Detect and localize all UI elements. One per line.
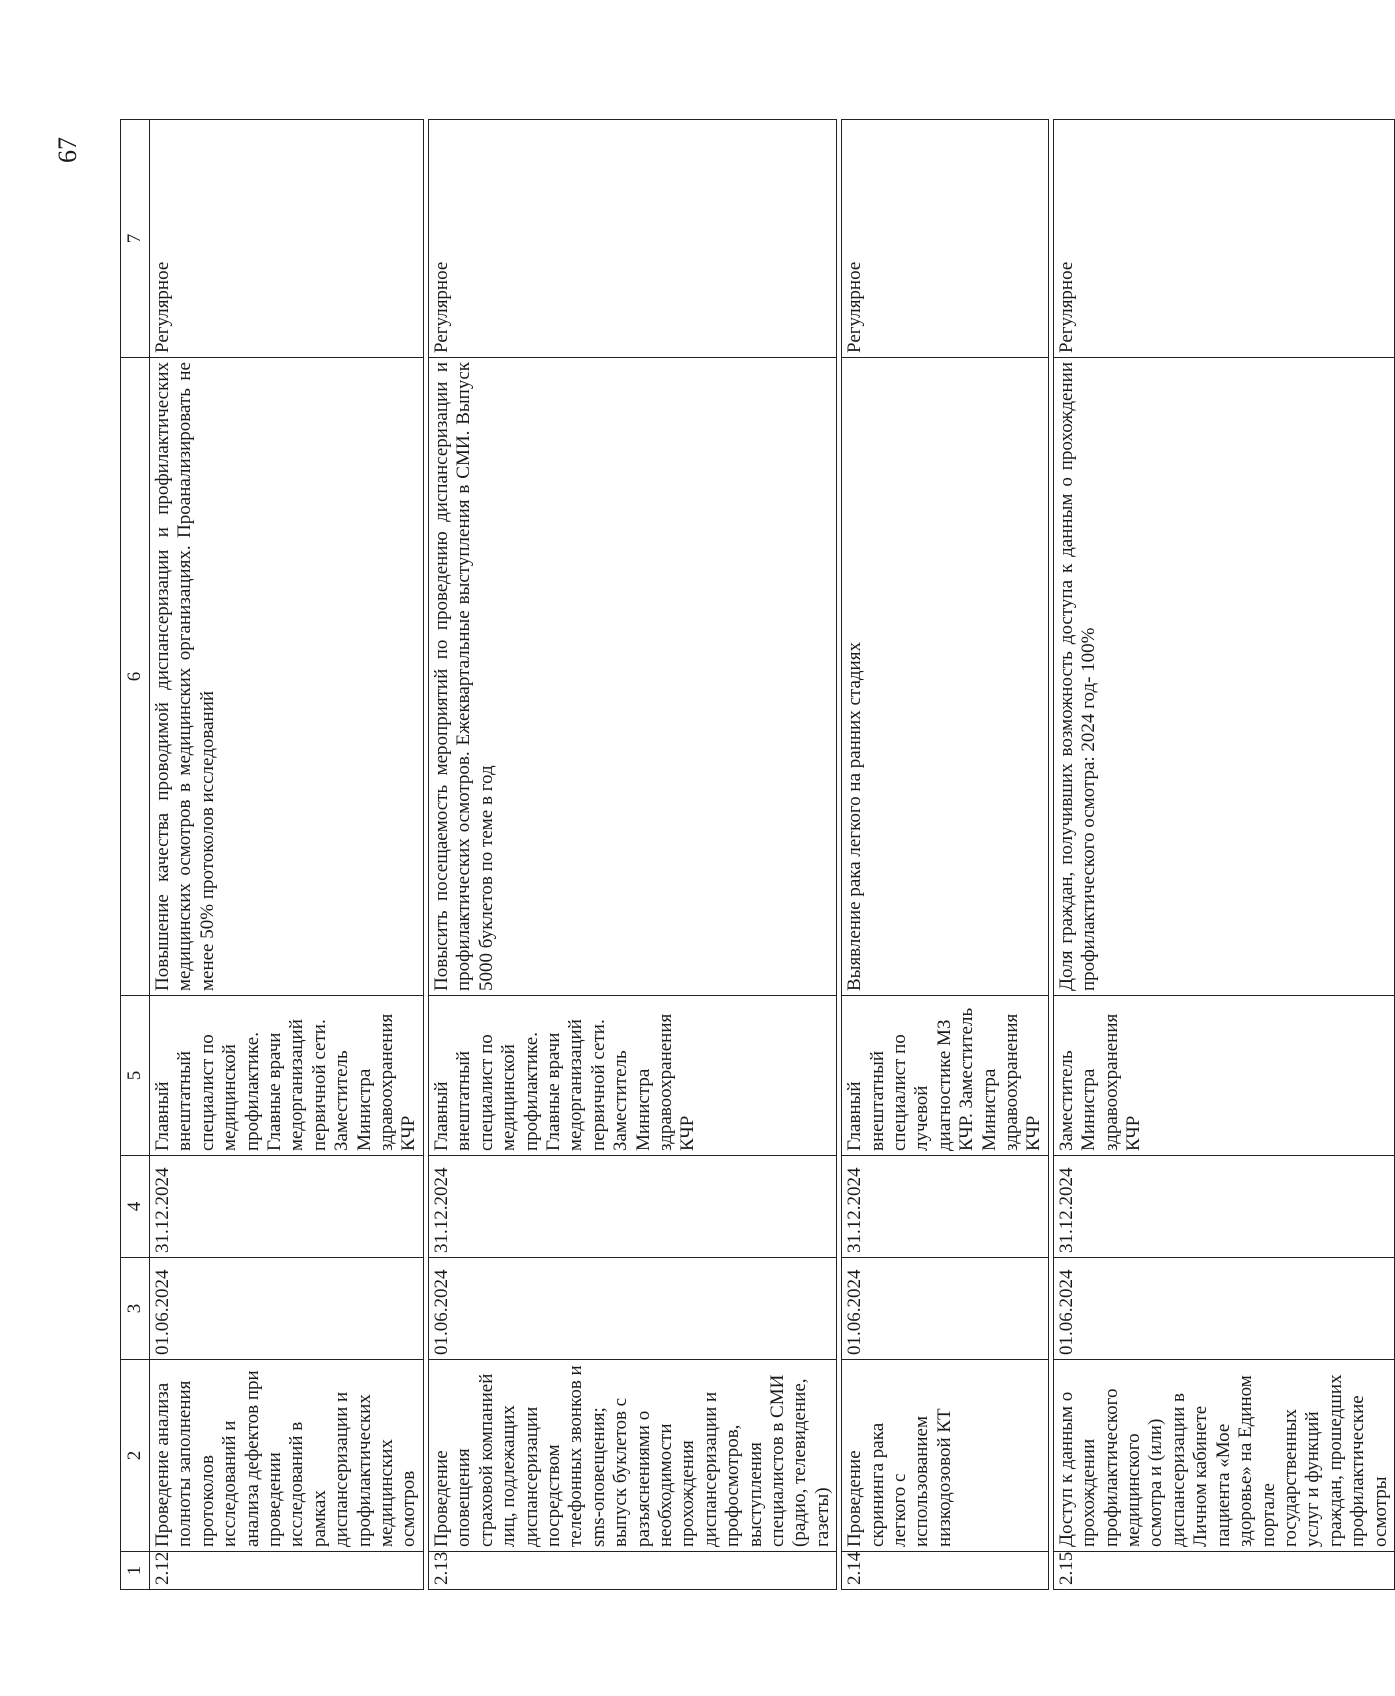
column-header-7: 7 [121,120,150,358]
document-sheet [120,120,1391,1590]
end-date-cell: 31.12.2024 [1053,1156,1394,1258]
column-header-6: 6 [121,358,150,996]
column-header-2: 2 [121,1360,150,1552]
start-date-cell: 01.06.2024 [1053,1258,1394,1360]
row-number: 2.12 [150,1552,424,1590]
responsible-cell: Главный внештатный специалист по лучевой диагностике МЗ КЧР. Заместитель Министра здравоохранения КЧР [842,996,1049,1156]
event-cell: Доступ к данным о прохождении профилактического медицинского осмотра и (или) диспансеризации в Личном кабинете пациента «Мое здоровье» на Едином портале государственных услуг и функций граждан, прошедших профилактические осмотры [1053,1360,1394,1552]
row-number: 2.14 [842,1552,1049,1590]
start-date-cell: 01.06.2024 [842,1258,1049,1360]
column-header-5: 5 [121,996,150,1156]
column-header-3: 3 [121,1258,150,1360]
responsible-cell: Заместитель Министра здравоохранения КЧР [1053,996,1394,1156]
event-cell: Проведение анализа полноты заполнения протоколов исследований и анализа дефектов при проведении исследований в рамках диспансеризации и профилактических медицинских осмотров [150,1360,424,1552]
column-header-4: 4 [121,1156,150,1258]
row-number: 2.13 [428,1552,836,1590]
responsible-cell: Главный внештатный специалист по медицинской профилактике. Главные врачи медорганизаций первичной сети. Заместитель Министра здравоохранения КЧР [428,996,836,1156]
frequency-cell: Регулярное [150,120,424,358]
result-cell: Доля граждан, получивших возможность доступа к данным о прохождении профилактического осмотра: 2024 год- 100% [1053,358,1394,996]
events-table [120,119,1395,1590]
header-row [121,120,150,1590]
start-date-cell: 01.06.2024 [150,1258,424,1360]
responsible-cell: Главный внештатный специалист по медицинской профилактике. Главные врачи медорганизаций первичной сети. Заместитель Министра здравоохранения КЧР [150,996,424,1156]
page-number: 67 [53,137,82,163]
event-cell: Проведение скрининга рака легкого с использованием низкодозовой КТ [842,1360,1049,1552]
result-cell: Выявление рака легкого на ранних стадиях [842,358,1049,996]
end-date-cell: 31.12.2024 [428,1156,836,1258]
frequency-cell: Регулярное [1053,120,1394,358]
end-date-cell: 31.12.2024 [150,1156,424,1258]
table-row [842,120,1049,1590]
row-number: 2.15 [1053,1552,1394,1590]
result-cell: Повышение качества проводимой диспансеризации и профилактических медицинских осмотров в медицинских организациях. Проанализировать не менее 50% протоколов исследований [150,358,424,996]
start-date-cell: 01.06.2024 [428,1258,836,1360]
frequency-cell: Регулярное [428,120,836,358]
frequency-cell: Регулярное [842,120,1049,358]
table-row [428,120,836,1590]
end-date-cell: 31.12.2024 [842,1156,1049,1258]
column-header-1: 1 [121,1552,150,1590]
table-row [1053,120,1394,1590]
table-row [150,120,424,1590]
result-cell: Повысить посещаемость мероприятий по проведению диспансеризации и профилактических осмотров. Ежеквартальные выступления в СМИ. Выпуск 5000 буклетов по теме в год [428,358,836,996]
event-cell: Проведение оповещения страховой компанией лиц, подлежащих диспансеризации посредством телефонных звонков и sms-оповещения; выпуск буклетов с разъяснениями о необходимости прохождения диспансеризации и профосмотров, выступления специалистов в СМИ (радио, телевидение, газеты) [428,1360,836,1552]
